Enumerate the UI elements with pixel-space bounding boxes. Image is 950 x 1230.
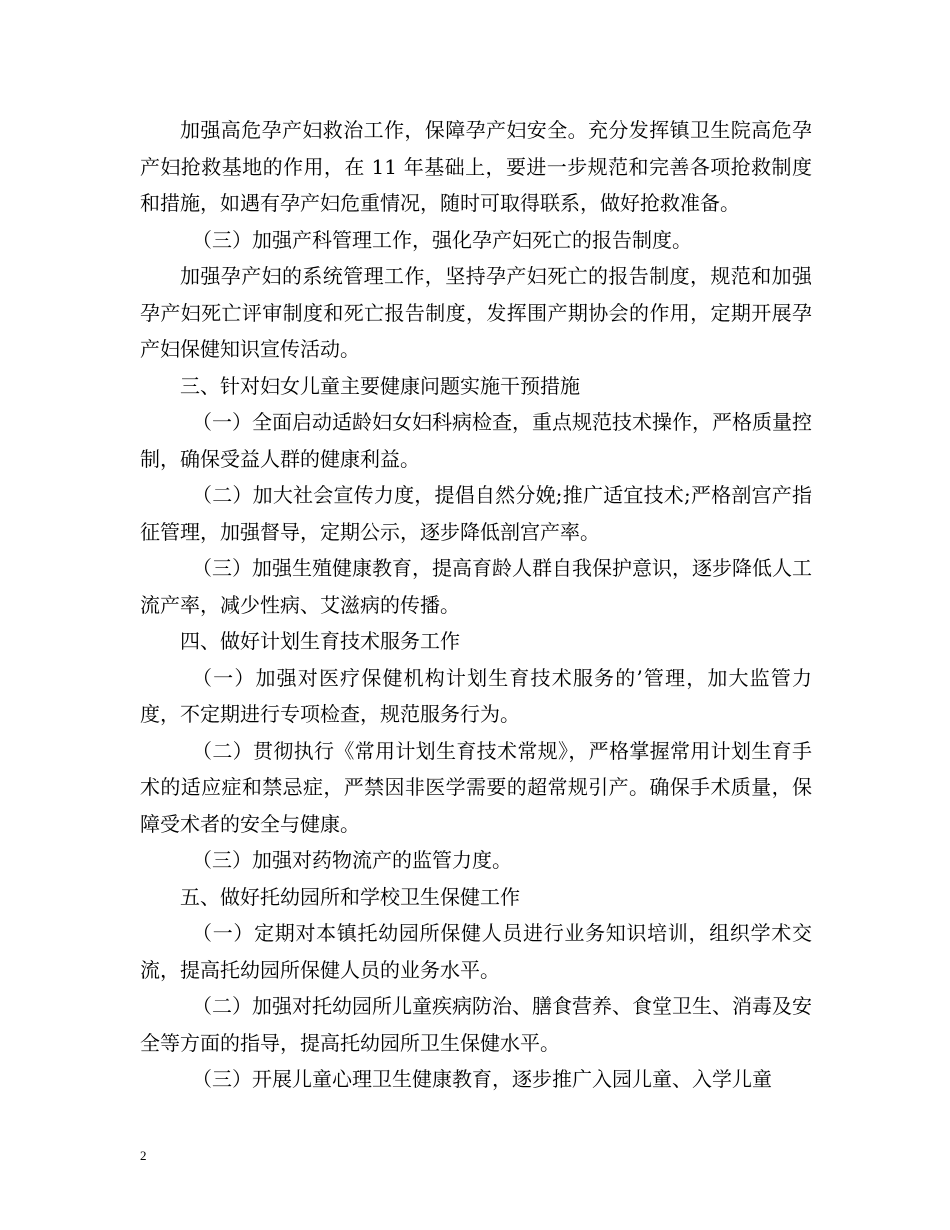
paragraph-medical-abortion: （三）加强对药物流产的监管力度。	[192, 848, 512, 872]
paragraph-technical-service-management: （一）加强对医疗保健机构计划生育技术服务的’管理，加大监管力度，不定期进行专项检查，规范服务行为。	[140, 665, 812, 726]
paragraph-maternal-system-management: 加强孕产妇的系统管理工作，坚持孕产妇死亡的报告制度，规范和加强孕产妇死亡评审制度和死亡报告制度，发挥围产期协会的作用，定期开展孕产妇保健知识宣传活动。	[140, 264, 812, 361]
page-number: 2	[140, 1148, 147, 1163]
paragraph-obstetric-management-heading: （三）加强产科管理工作，强化孕产妇死亡的报告制度。	[192, 227, 692, 252]
section-heading-5: 五、做好托幼园所和学校卫生保健工作	[180, 884, 520, 909]
section-heading-4: 四、做好计划生育技术服务工作	[180, 629, 460, 653]
paragraph-technical-standards: （二）贯彻执行《常用计划生育技术常规》，严格掌握常用计划生育手术的适应症和禁忌症，严禁因非医学需要的超常规引产。确保手术质量，保障受术者的安全与健康。	[140, 738, 812, 836]
paragraph-natural-delivery: （二）加大社会宣传力度，提倡自然分娩;推广适宜技术;严格剖宫产指征管理，加强督导，定期公示，逐步降低剖宫产率。	[140, 483, 812, 544]
paragraph-reproductive-health: （三）加强生殖健康教育，提高育龄人群自我保护意识，逐步降低人工流产率，减少性病、艾滋病的传播。	[140, 556, 812, 617]
paragraph-high-risk-rescue: 加强高危孕产妇救治工作，保障孕产妇安全。充分发挥镇卫生院高危孕产妇抢救基地的作用，在 11 年基础上，要进一步规范和完善各项抢救制度和措施，如遇有孕产妇危重情况，随时可取得联系，做好抢救准备。	[140, 118, 812, 215]
paragraph-child-mental-health: （三）开展儿童心理卫生健康教育，逐步推广入园儿童、入学儿童	[192, 1067, 772, 1091]
paragraph-gynecological-check: （一）全面启动适龄妇女妇科病检查，重点规范技术操作，严格质量控制，确保受益人群的健康利益。	[140, 410, 812, 471]
document-body	[140, 112, 812, 1098]
paragraph-staff-training: （一）定期对本镇托幼园所保健人员进行业务知识培训，组织学术交流，提高托幼园所保健人员的业务水平。	[140, 921, 812, 982]
paragraph-kindergarten-guidance: （二）加强对托幼园所儿童疾病防治、膳食营养、食堂卫生、消毒及安全等方面的指导，提高托幼园所卫生保健水平。	[140, 994, 812, 1055]
section-heading-3: 三、针对妇女儿童主要健康问题实施干预措施	[180, 373, 580, 398]
